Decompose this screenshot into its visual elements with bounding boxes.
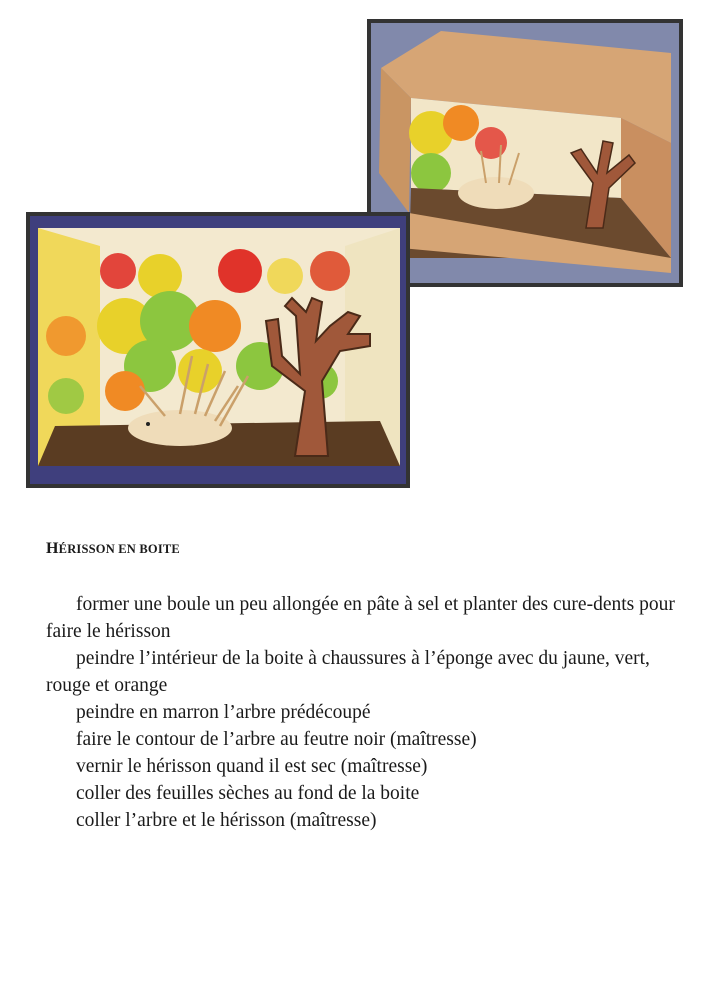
instruction-list <box>46 591 676 834</box>
instruction-step: peindre l’intérieur de la boite à chaussures à l’éponge avec du jaune, vert, rouge et orange <box>46 648 650 696</box>
diorama-angled-illustration <box>371 23 679 283</box>
title-first-letter: H <box>46 540 59 557</box>
instruction-step: peindre en marron l’arbre prédécoupé <box>76 702 371 723</box>
instruction-step: faire le contour de l’arbre au feutre noir (maîtresse) <box>76 729 477 750</box>
instruction-step: coller des feuilles sèches au fond de la boite <box>76 783 420 804</box>
page-title <box>46 540 180 558</box>
instruction-step: former une boule un peu allongée en pâte à sel et planter des cure-dents pour faire le hérisson <box>46 594 675 642</box>
instruction-step: coller l’arbre et le hérisson (maîtresse) <box>76 810 377 831</box>
diorama-photo-angled <box>367 19 683 287</box>
title-rest: ÉRISSON EN BOITE <box>58 542 180 556</box>
diorama-photo-front <box>26 212 410 488</box>
diorama-front-illustration <box>30 216 406 484</box>
instruction-step: vernir le hérisson quand il est sec (maîtresse) <box>76 756 428 777</box>
